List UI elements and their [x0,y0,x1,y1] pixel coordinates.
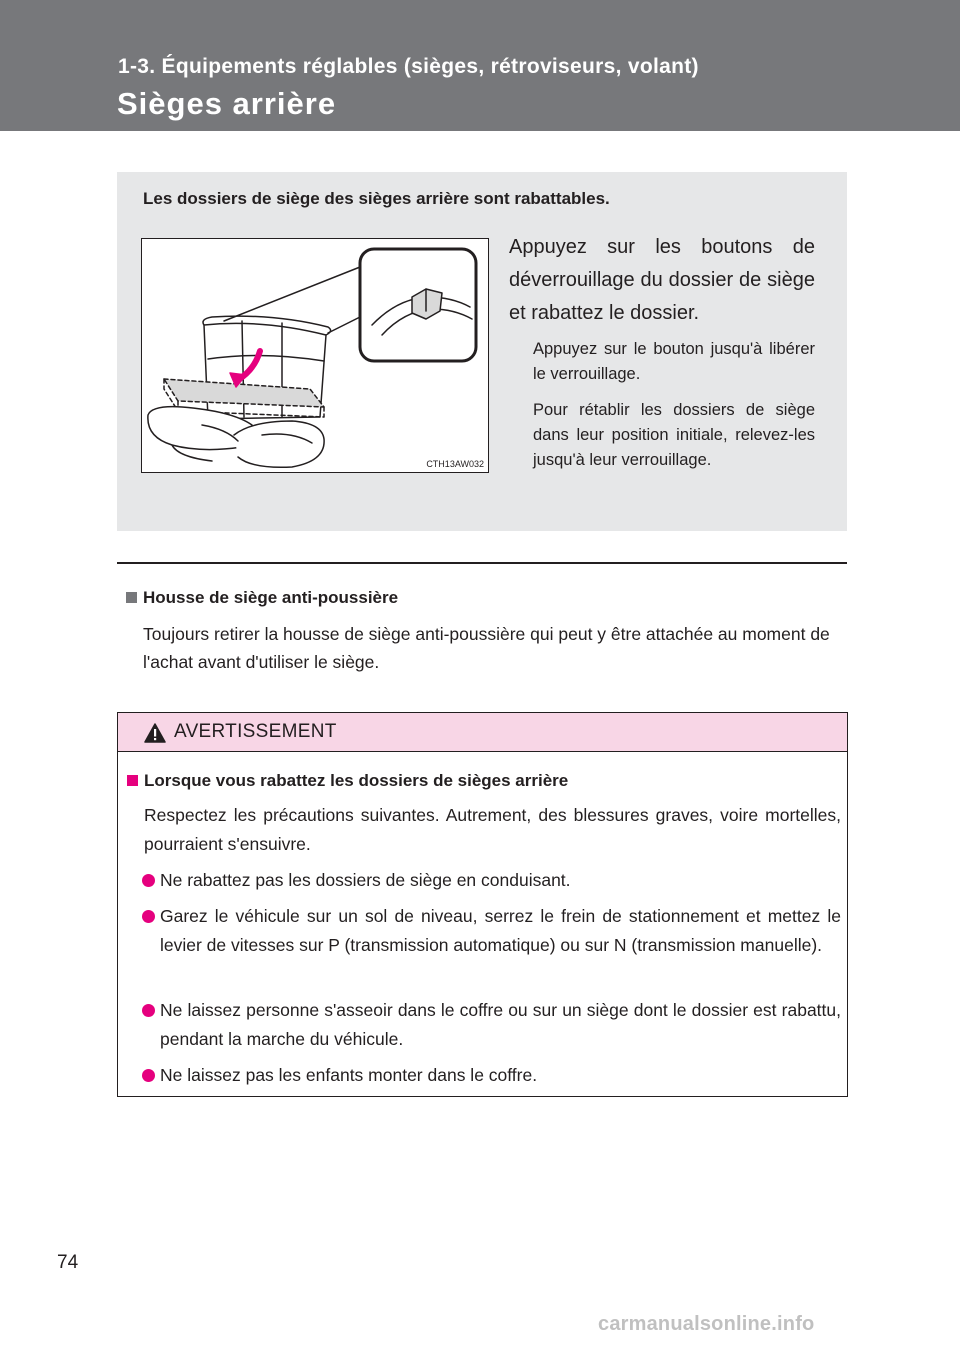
square-bullet-icon [126,592,137,603]
warning-box [117,712,848,1097]
step-instruction: Appuyez sur les boutons de déverrouillage du dossier de siège et rabattez le dossier. [509,236,815,324]
page-number: 74 [57,1252,79,1273]
section-label: 1-3. Équipements réglables (sièges, rétroviseurs, volant) [118,55,699,78]
step-note-unlock: Appuyez sur le bouton jusqu'à libérer le verrouillage. [533,340,815,383]
intro-heading: Les dossiers de siège des sièges arrière sont rabattables. [143,189,610,208]
warning-bullet-text: Ne laissez pas les enfants monter dans le coffre. [160,1065,538,1085]
watermark: carmanualsonline.info [598,1313,815,1335]
seat-illustration [141,238,489,473]
bullet-dot-icon [142,1069,155,1082]
intro-box [117,172,847,531]
dust-cover-heading-text: Housse de siège anti-poussière [143,588,399,607]
section-divider [117,562,847,564]
page-title: Sièges arrière [117,86,337,121]
warning-bullet [142,902,841,960]
warning-bullet-text: Ne laissez personne s'asseoir dans le coffre ou sur un siège dont le dossier est rabattu, pendant la marche du véhicule. [160,1000,841,1049]
square-bullet-icon [127,775,138,786]
warning-bullet [142,1061,841,1090]
bullet-dot-icon [142,1004,155,1017]
warning-bullet-text: Garez le véhicule sur un sol de niveau, serrez le frein de stationnement et mettez le levier de vitesses sur P (transmission automatique) ou sur N (transmission manuelle). [160,906,841,955]
warning-bullet-text: Ne rabattez pas les dossiers de siège en conduisant. [160,870,571,890]
warning-title: AVERTISSEMENT [174,721,337,742]
warning-subheading [127,771,568,791]
dust-cover-heading [126,588,398,608]
warning-intro: Respectez les précautions suivantes. Autrement, des blessures graves, voire mortelles, pourraient s'ensuivre. [144,805,841,854]
bullet-dot-icon [142,874,155,887]
step-note-restore: Pour rétablir les dossiers de siège dans leur position initiale, relevez-les jusqu'à leur verrouillage. [533,401,815,469]
warning-header [118,713,847,752]
rear-seat-drawing [142,239,488,472]
page-header [0,0,960,131]
warning-subheading-text: Lorsque vous rabattez les dossiers de sièges arrière [144,771,569,790]
warning-bullet [142,866,841,895]
warning-triangle-icon [144,723,166,743]
bullet-dot-icon [142,910,155,923]
warning-bullet [142,996,841,1054]
dust-cover-text: Toujours retirer la housse de siège anti-poussière qui peut y être attachée au moment de l'achat avant d'utiliser le siège. [143,624,830,672]
figure-code: CTH13AW032 [426,459,484,469]
